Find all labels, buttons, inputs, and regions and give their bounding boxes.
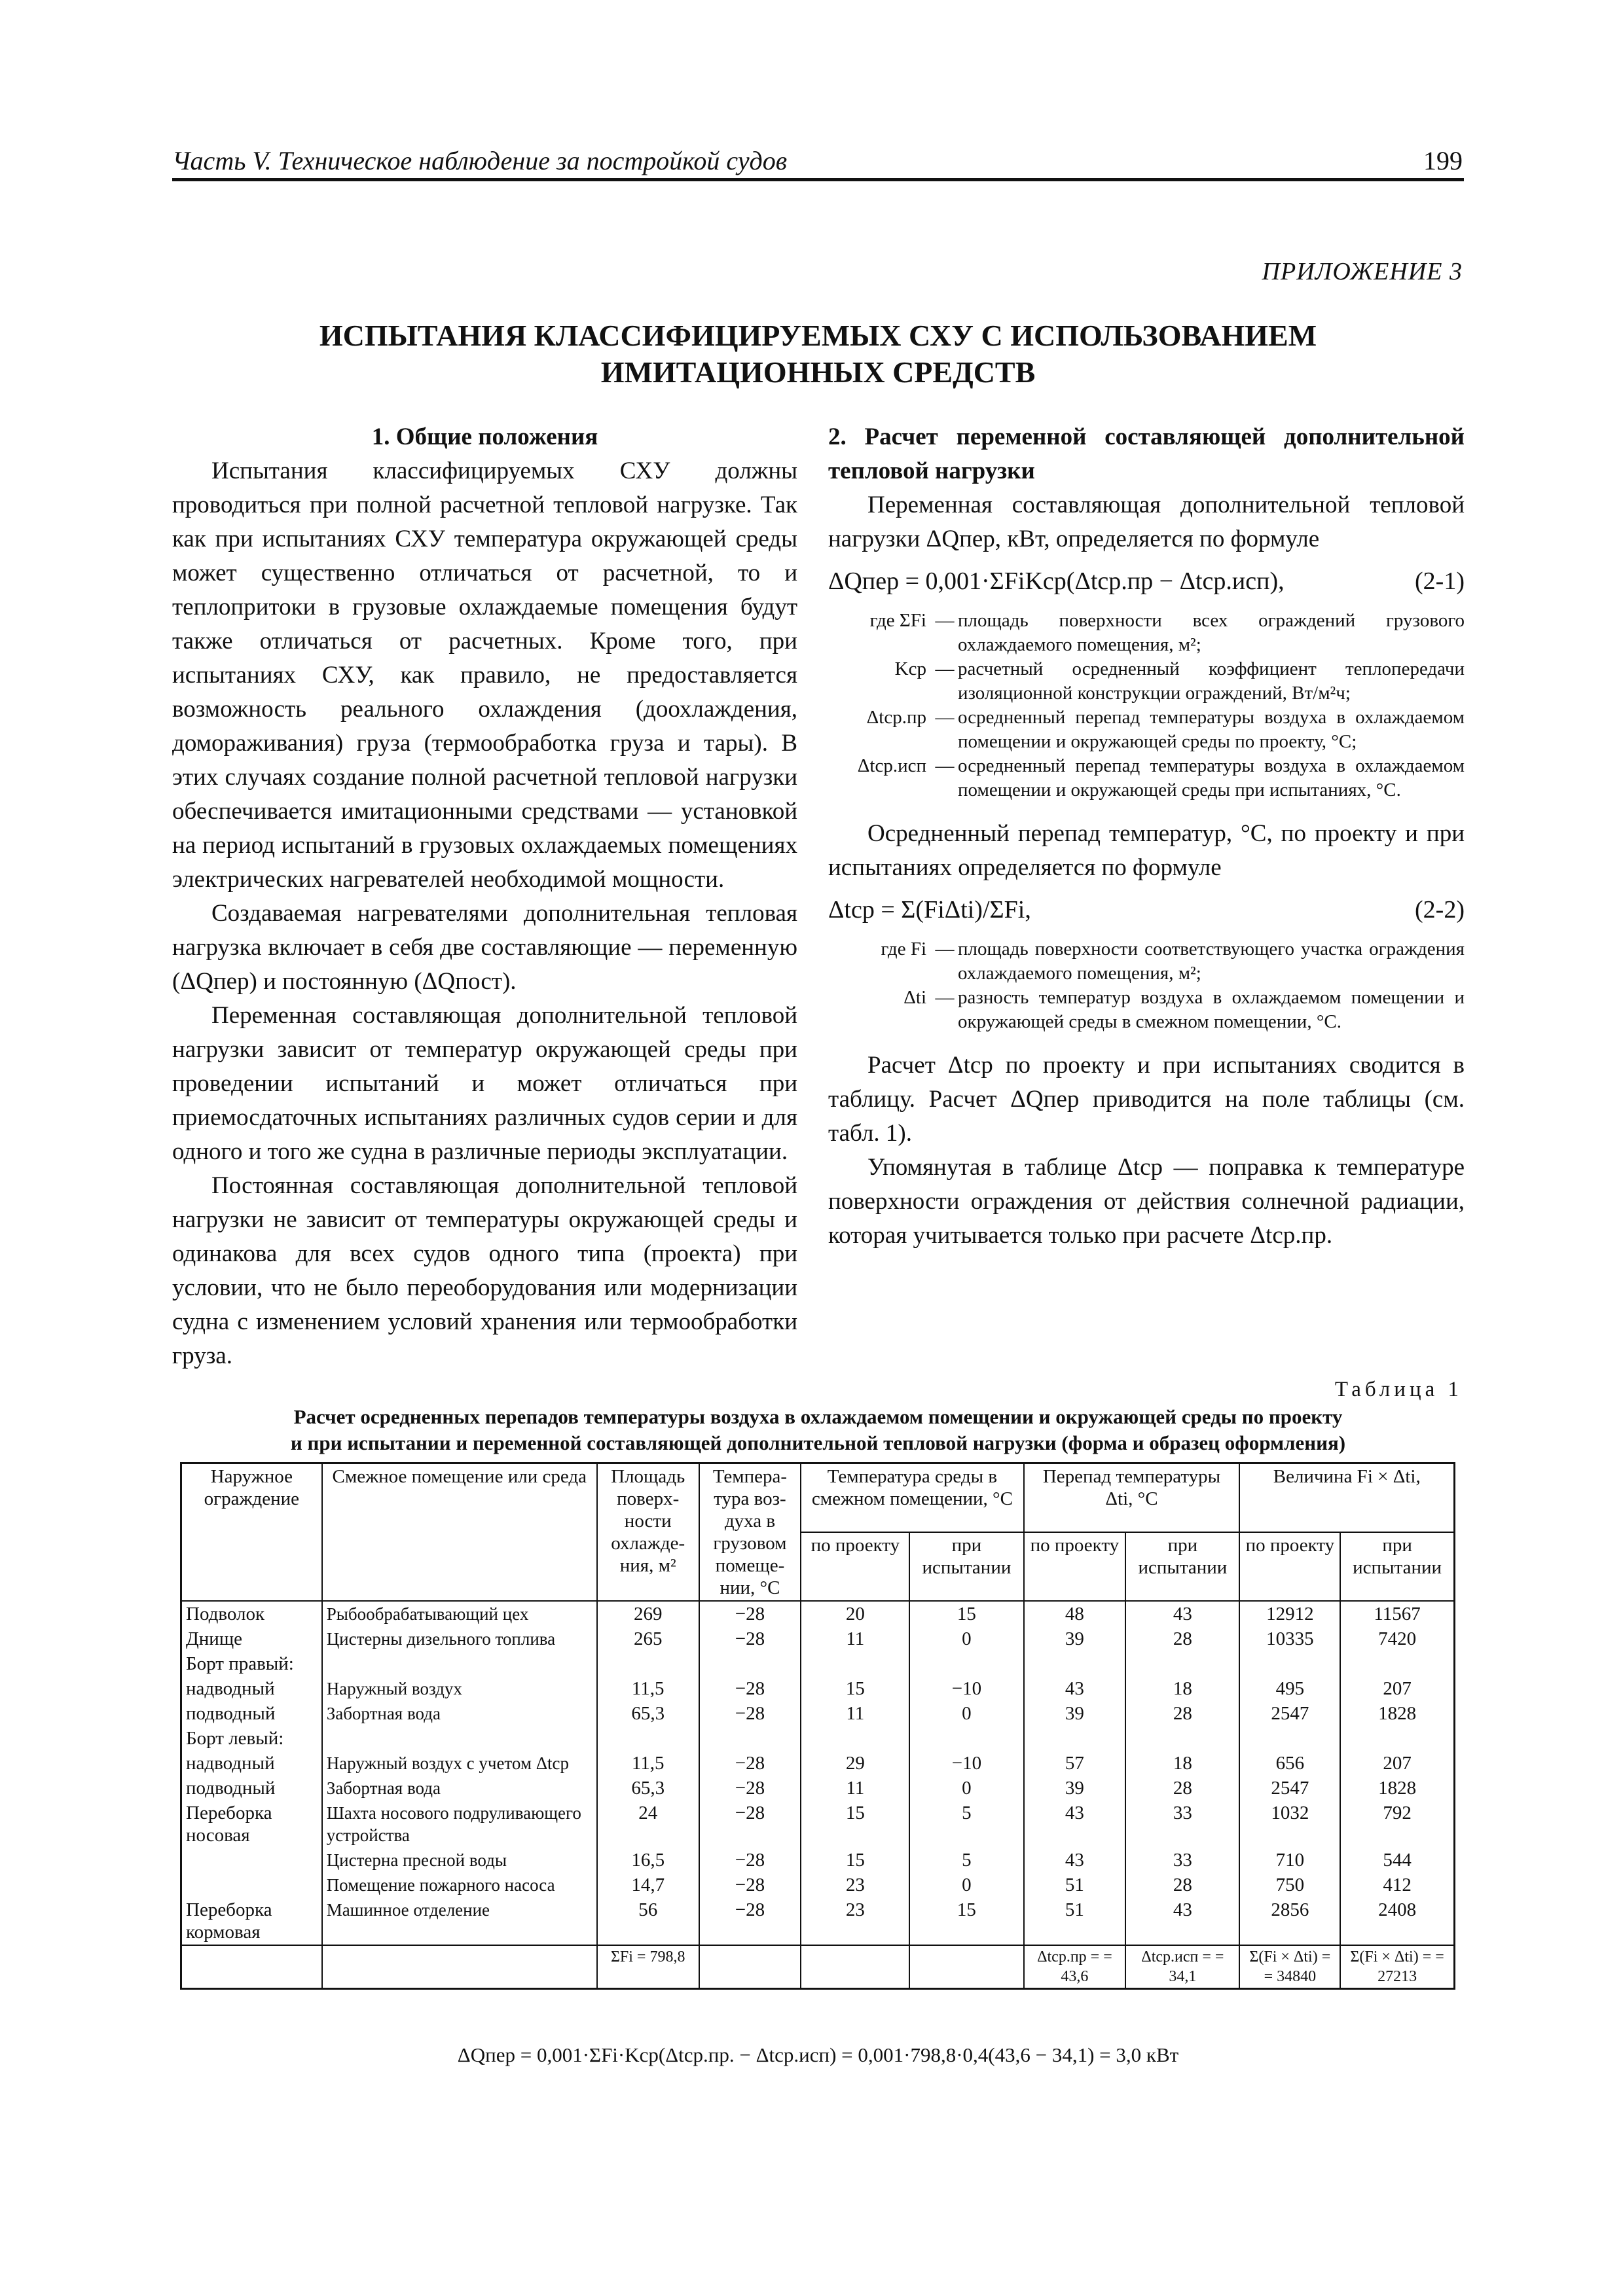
table-cell: Цистерна пресной воды [322,1848,597,1873]
total-dt-isp: Δtср.исп = = 34,1 [1125,1945,1239,1989]
formula-legend [828,609,1465,802]
table-cell: Борт правый: [181,1651,322,1676]
table-cell: 265 [597,1626,699,1651]
table-cell: 12912 [1239,1601,1340,1626]
where-label: где [869,610,895,631]
legend-row: где Fi — площадь поверхности соответствующего участка ограждения охлаждаемого помещения, м²; [828,937,1465,986]
table-cell: 0 [909,1873,1023,1897]
table-cell [1024,1726,1126,1751]
table-cell [181,1873,322,1897]
table-cell: 28 [1125,1776,1239,1801]
table-cell [909,1651,1023,1676]
table-cell: подводный [181,1776,322,1801]
table-cell: 56 [597,1897,699,1945]
table-cell: 15 [909,1897,1023,1945]
table-cell: 24 [597,1801,699,1848]
table-cell: 750 [1239,1873,1340,1897]
table-cell: 656 [1239,1751,1340,1776]
table-cell: 33 [1125,1801,1239,1848]
data-table [180,1462,1455,1990]
header-row [181,1463,1455,1533]
table-cell: 43 [1125,1601,1239,1626]
table-row [181,1701,1455,1726]
table-cell [181,1848,322,1873]
title-line-2: ИМИТАЦИОННЫХ СРЕДСТВ [600,355,1036,389]
table-cell: 29 [801,1751,909,1776]
table-cell: 544 [1340,1848,1454,1873]
table-cell: Машинное отделение [322,1897,597,1945]
paragraph: Испытания классифицируемых СХУ должны проводиться при полной расчетной тепловой нагрузке. Так как при испытаниях СХУ температура окружающей среды может существенно отличаться от расчетной, то и теплопритоки в грузовые охлаждаемые помещения будут также отличаться от расчетных. Кроме того, при испытаниях СХУ, как правило, не предоставляется возможность реального охлаждения (доохлаждения, домораживания) груза (термообработка груза и тары). В этих случаях создание полной расчетной тепловой нагрузки обеспечивается имитационными средствами — установкой на период испытаний в грузовых охлаждаемых помещениях электрических нагревателей необходимой мощности. [172,457,797,893]
table-cell: 28 [1125,1701,1239,1726]
table-cell [699,1651,801,1676]
table-cell: 48 [1024,1601,1126,1626]
table-cell: −10 [909,1676,1023,1701]
formula-legend [828,937,1465,1034]
table-cell: подводный [181,1701,322,1726]
column-subheader: по проекту [801,1532,909,1601]
paragraph: Переменная составляющая дополнительной тепловой нагрузки ΔQпер, кВт, определяется по формуле [828,492,1465,552]
table-row [181,1651,1455,1676]
table-cell: 14,7 [597,1873,699,1897]
table-cell: 2856 [1239,1897,1340,1945]
table-cell: 792 [1340,1801,1454,1848]
table-cell: 65,3 [597,1776,699,1801]
caption-line-2: и при испытании и переменной составляющей дополнительной тепловой нагрузки (форма и образец оформления) [290,1431,1346,1454]
table-cell [1125,1726,1239,1751]
table-cell: 65,3 [597,1701,699,1726]
table-cell: 39 [1024,1701,1126,1726]
legend-symbol: Fi [910,939,926,960]
table-body [181,1601,1455,1989]
table-cell: 269 [597,1601,699,1626]
formula-2-2 [828,893,1465,927]
table-cell: 39 [1024,1626,1126,1651]
table-cell [1125,1651,1239,1676]
table-cell: −28 [699,1848,801,1873]
table-cell: 43 [1125,1897,1239,1945]
table-cell: −28 [699,1676,801,1701]
legend-symbol: Kср [894,658,926,679]
table-cell: 28 [1125,1626,1239,1651]
table-cell: −10 [909,1751,1023,1776]
table-cell: 5 [909,1848,1023,1873]
paragraph: Создаваемая нагревателями дополнительная тепловая нагрузка включает в себя две составляющие — переменную (ΔQпер) и постоянную (ΔQпост). [172,900,797,995]
table-row [181,1801,1455,1848]
paragraph: Упомянутая в таблице Δtср — поправка к температуре поверхности ограждения от действия солнечной радиации, которая учитывается только при расчете Δtср.пр. [828,1154,1465,1249]
legend-text: разность температур воздуха в охлаждаемом помещении и окружающей среды в смежном помещении, °С. [958,987,1465,1032]
column-header: Площадь поверх-ности охлажде-ния, м² [597,1463,699,1602]
table-cell [1024,1651,1126,1676]
column-header: Смежное помещение или среда [322,1463,597,1602]
table-cell: 0 [909,1626,1023,1651]
table-cell: −28 [699,1701,801,1726]
title-line-1: ИСПЫТАНИЯ КЛАССИФИЦИРУЕМЫХ СХУ С ИСПОЛЬЗОВАНИЕМ [319,319,1317,352]
paragraph: Расчет Δtср по проекту и при испытаниях сводится в таблицу. Расчет ΔQпер приводится на поле таблицы (см. табл. 1). [828,1052,1465,1147]
table-cell: 15 [801,1801,909,1848]
formula-text: Δtср = Σ(FiΔti)/ΣFi, [828,896,1031,924]
table-cell: 7420 [1340,1626,1454,1651]
table-cell: −28 [699,1776,801,1801]
legend-row: Δtср.исп — осредненный перепад температуры воздуха в охлаждаемом помещении и окружающей среды при испытаниях, °С. [828,754,1465,802]
legend-text: осредненный перепад температуры воздуха в охлаждаемом помещении и окружающей среды при испытаниях, °С. [958,755,1465,800]
table-cell: Шахта носового подруливающего устройства [322,1801,597,1848]
table-cell: Днище [181,1626,322,1651]
table-cell: 412 [1340,1873,1454,1897]
legend-symbol: Δtср.исп [857,755,926,776]
table-cell: 1828 [1340,1701,1454,1726]
table-cell [699,1726,801,1751]
table-cell: надводный [181,1751,322,1776]
table-cell: 11,5 [597,1751,699,1776]
table-row [181,1601,1455,1626]
table-cell: 15 [801,1848,909,1873]
table-cell: Переборка носовая [181,1801,322,1848]
table-row [181,1848,1455,1873]
table-cell: Рыбообрабатывающий цех [322,1601,597,1626]
table-cell [1340,1726,1454,1751]
table-cell: 20 [801,1601,909,1626]
column-subheader: при испытании [909,1532,1023,1601]
legend-symbol: ΣFi [899,610,926,631]
page-number: 199 [1423,146,1463,175]
table-row [181,1751,1455,1776]
table-cell: 18 [1125,1676,1239,1701]
table-cell: 2408 [1340,1897,1454,1945]
table-cell: Наружный воздух [322,1676,597,1701]
paragraph: Постоянная составляющая дополнительной тепловой нагрузки не зависит от температуры окружающей среды и одинакова для всех судов одного типа (проекта) при условии, что не было переоборудования или модернизации судна с изменением условий хранения или термообработки груза. [172,1172,797,1369]
running-title: Часть V. Техническое наблюдение за постройкой судов [172,146,788,175]
right-column [828,420,1465,1253]
column-subheader: при испытании [1125,1532,1239,1601]
table-cell [597,1726,699,1751]
column-subheader: по проекту [1024,1532,1126,1601]
caption-line-1: Расчет осредненных перепадов температуры воздуха в охлаждаемом помещении и окружающей среды по проекту [293,1405,1343,1428]
column-header: Температура среды в смежном помещении, °С [801,1463,1023,1533]
total-dt-proekt: Δtср.пр = = 43,6 [1024,1945,1126,1989]
table-cell: 39 [1024,1776,1126,1801]
table-cell: 710 [1239,1848,1340,1873]
table-cell: −28 [699,1751,801,1776]
table-cell: 43 [1024,1848,1126,1873]
table-cell [322,1726,597,1751]
table-cell: Забортная вода [322,1776,597,1801]
table-cell [1340,1651,1454,1676]
totals-row [181,1945,1455,1989]
total-sum-isp: Σ(Fi × Δti) = = 27213 [1340,1945,1454,1989]
table-row [181,1626,1455,1651]
table-cell: 11 [801,1701,909,1726]
table-cell: Цистерны дизельного топлива [322,1626,597,1651]
legend-symbol: Δtср.пр [866,707,926,728]
table-row [181,1873,1455,1897]
table-cell: Наружный воздух с учетом Δtср [322,1751,597,1776]
page-title [172,317,1464,391]
legend-text: площадь поверхности соответствующего участка ограждения охлаждаемого помещения, м²; [958,939,1465,984]
table-cell: 207 [1340,1676,1454,1701]
table-cell [801,1651,909,1676]
section-2-heading: 2. Расчет переменной составляющей дополнительной тепловой нагрузки [828,423,1465,484]
formula-number: (2-1) [1415,567,1465,595]
table-cell [801,1726,909,1751]
where-label: где [881,939,906,960]
total-area: ΣFi = 798,8 [597,1945,699,1989]
table-row [181,1776,1455,1801]
table-cell: 23 [801,1897,909,1945]
table-cell: 5 [909,1801,1023,1848]
total-sum-proekt: Σ(Fi × Δti) = = 34840 [1239,1945,1340,1989]
table-cell: −28 [699,1801,801,1848]
table-cell: 43 [1024,1676,1126,1701]
legend-row: Kср — расчетный осредненный коэффициент теплопередачи изоляционной конструкции ограждений, Вт/м²ч; [828,657,1465,706]
table-cell: 51 [1024,1897,1126,1945]
column-subheader: при испытании [1340,1532,1454,1601]
formula-number: (2-2) [1415,896,1465,924]
table-cell [909,1726,1023,1751]
table-cell: 15 [801,1676,909,1701]
table-cell: 11567 [1340,1601,1454,1626]
table-cell: 33 [1125,1848,1239,1873]
table-cell: 1828 [1340,1776,1454,1801]
table-cell: 28 [1125,1873,1239,1897]
table-cell: Подволок [181,1601,322,1626]
table-cell [1239,1726,1340,1751]
left-column [172,420,797,1373]
table-cell: 2547 [1239,1776,1340,1801]
table-cell [322,1651,597,1676]
paragraph: Переменная составляющая дополнительной тепловой нагрузки зависит от температур окружающей среды при проведении испытаний и может отличаться при приемосдаточных испытаниях различных судов серии и для одного и того же судна в различные периоды эксплуатации. [172,1002,797,1165]
table-cell: 15 [909,1601,1023,1626]
table-cell: 0 [909,1776,1023,1801]
formula-text: ΔQпер = 0,001·ΣFiKср(Δtср.пр − Δtср.исп), [828,567,1285,595]
table-cell: Помещение пожарного насоса [322,1873,597,1897]
table-row [181,1676,1455,1701]
table-cell [1239,1651,1340,1676]
table-cell: 43 [1024,1801,1126,1848]
table-cell: −28 [699,1897,801,1945]
column-header: Наружное ограждение [181,1463,322,1602]
table-cell: 1032 [1239,1801,1340,1848]
table-cell: 23 [801,1873,909,1897]
column-header: Темпера-тура воз-духа в грузовом помеще-нии, °С [699,1463,801,1602]
header-rule [172,178,1464,181]
table-row [181,1726,1455,1751]
table-row [181,1897,1455,1945]
table-cell: −28 [699,1873,801,1897]
legend-symbol: Δti [903,987,926,1008]
column-subheader: по проекту [1239,1532,1340,1601]
table-cell: Борт левый: [181,1726,322,1751]
table-cell: 207 [1340,1751,1454,1776]
legend-text: площадь поверхности всех ограждений грузового охлаждаемого помещения, м²; [958,610,1465,655]
table-cell: −28 [699,1626,801,1651]
table-cell: 11 [801,1776,909,1801]
formula-2-1 [828,564,1465,598]
legend-row: где ΣFi — площадь поверхности всех ограждений грузового охлаждаемого помещения, м²; [828,609,1465,657]
legend-row: Δtср.пр — осредненный перепад температуры воздуха в охлаждаемом помещении и окружающей среды по проекту, °С; [828,706,1465,754]
paragraph: Осредненный перепад температур, °С, по проекту и при испытаниях определяется по формуле [828,820,1465,881]
table-cell: 2547 [1239,1701,1340,1726]
table-caption [172,1404,1464,1456]
section-1-heading: 1. Общие положения [371,423,598,450]
table-cell: −28 [699,1601,801,1626]
legend-text: расчетный осредненный коэффициент теплопередачи изоляционной конструкции ограждений, Вт/м²ч; [958,658,1465,704]
legend-text: осредненный перепад температуры воздуха в охлаждаемом помещении и окружающей среды по проекту, °С; [958,707,1465,752]
table-cell: Переборка кормовая [181,1897,322,1945]
table-cell: 51 [1024,1873,1126,1897]
table-cell: 11,5 [597,1676,699,1701]
bottom-formula: ΔQпер = 0,001·ΣFi·Kср(Δtср.пр. − Δtср.исп) = 0,001·798,8·0,4(43,6 − 34,1) = 3,0 кВт [457,2043,1179,2066]
column-header: Перепад температуры Δti, °С [1024,1463,1240,1533]
table-cell [597,1651,699,1676]
appendix-label: ПРИЛОЖЕНИЕ 3 [1262,258,1463,285]
table-cell: 495 [1239,1676,1340,1701]
table-cell: 10335 [1239,1626,1340,1651]
table-cell: 11 [801,1626,909,1651]
table-cell: надводный [181,1676,322,1701]
table-cell: Забортная вода [322,1701,597,1726]
table-cell: 0 [909,1701,1023,1726]
table-cell: 18 [1125,1751,1239,1776]
table-label: Таблица 1 [1334,1378,1463,1401]
table-cell: 16,5 [597,1848,699,1873]
table-cell: 57 [1024,1751,1126,1776]
legend-row: Δti — разность температур воздуха в охлаждаемом помещении и окружающей среды в смежном помещении, °С. [828,986,1465,1034]
column-header: Величина Fi × Δti, [1239,1463,1454,1533]
